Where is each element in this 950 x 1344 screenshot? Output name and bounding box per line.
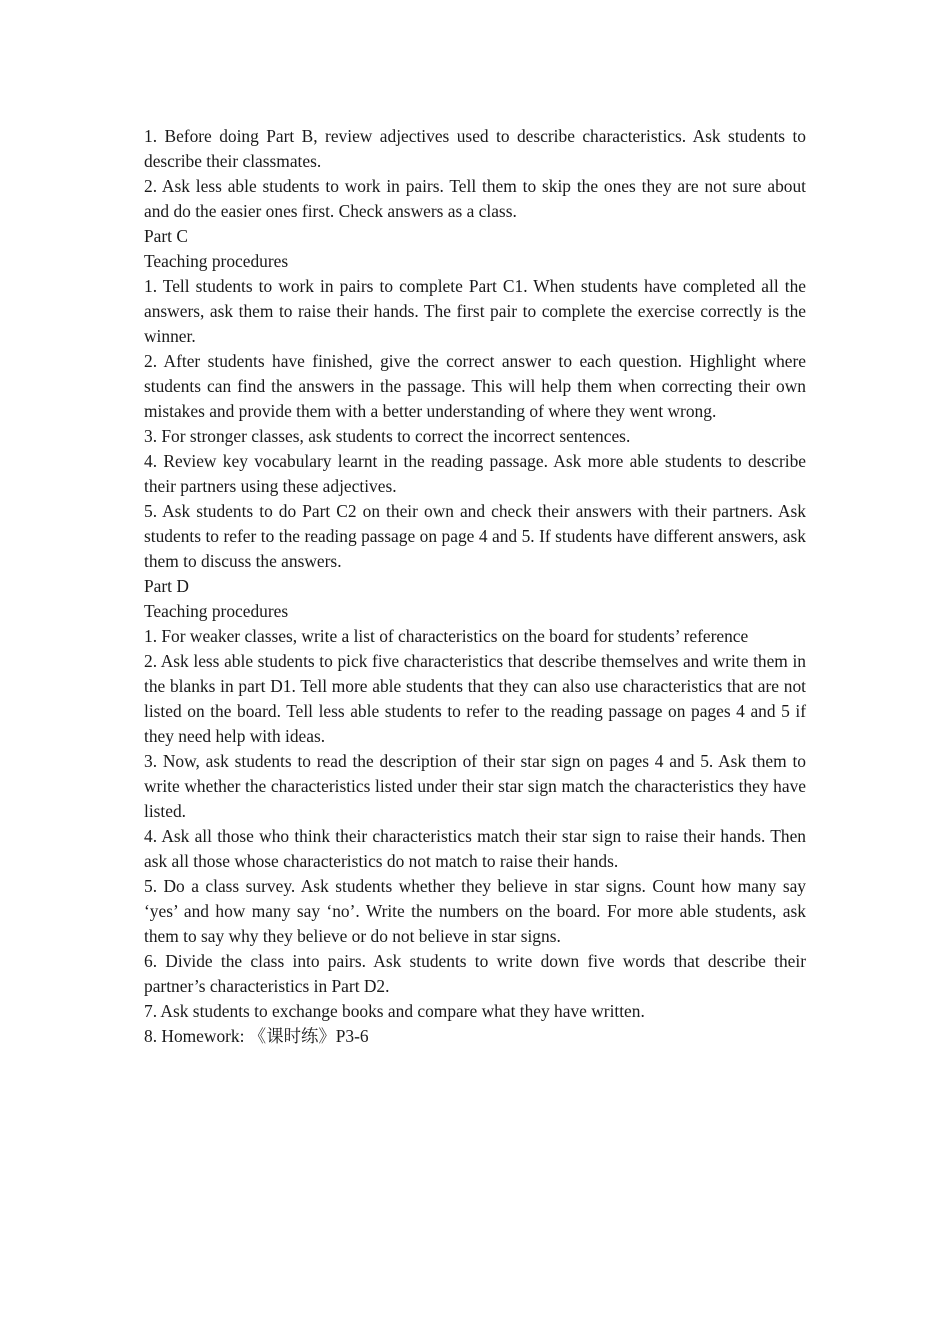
paragraph-part-d-step-2: 2. Ask less able students to pick five characteristics that describe themselves and write them in the blanks in part D1. Tell more able students that they can also use characteristics that are not listed on the board. Tell less able students to refer to the reading passage on pages 4 and 5 if they need help with ideas.: [144, 651, 806, 746]
paragraph-part-d-step-3: 3. Now, ask students to read the description of their star sign on pages 4 and 5. Ask them to write whether the characteristics listed under their star sign match the characteristics they have listed.: [144, 751, 806, 821]
paragraph-part-d-step-4: 4. Ask all those who think their characteristics match their star sign to raise their hands. Then ask all those whose characteristics do not match to raise their hands.: [144, 826, 806, 871]
document-body: [144, 124, 806, 1049]
paragraph-part-d-step-1: 1. For weaker classes, write a list of characteristics on the board for students’ reference: [144, 626, 749, 646]
paragraph-part-b-step-1: 1. Before doing Part B, review adjectives used to describe characteristics. Ask students to describe their classmates.: [144, 126, 806, 171]
paragraph-part-c-step-2: 2. After students have finished, give the correct answer to each question. Highlight where students can find the answers in the passage. This will help them when correcting their own mistakes and provide them with a better understanding of where they went wrong.: [144, 351, 806, 421]
paragraph-part-d-step-6: 6. Divide the class into pairs. Ask students to write down five words that describe their partner’s characteristics in Part D2.: [144, 951, 806, 996]
section-heading-part-d: Part D: [144, 576, 189, 596]
paragraph-part-b-step-2: 2. Ask less able students to work in pairs. Tell them to skip the ones they are not sure about and do the easier ones first. Check answers as a class.: [144, 176, 806, 221]
paragraph-part-c-step-4: 4. Review key vocabulary learnt in the reading passage. Ask more able students to describe their partners using these adjectives.: [144, 451, 806, 496]
subheading-teaching-procedures-d: Teaching procedures: [144, 601, 289, 621]
paragraph-part-c-step-5: 5. Ask students to do Part C2 on their own and check their answers with their partners. Ask students to refer to the reading passage on page 4 and 5. If students have different answers, ask them to discuss the answers.: [144, 501, 806, 571]
subheading-teaching-procedures-c: Teaching procedures: [144, 251, 289, 271]
paragraph-part-d-step-7: 7. Ask students to exchange books and compare what they have written.: [144, 1001, 645, 1021]
section-heading-part-c: Part C: [144, 226, 188, 246]
paragraph-homework: 8. Homework: 《课时练》P3-6: [144, 1026, 369, 1046]
paragraph-part-c-step-3: 3. For stronger classes, ask students to correct the incorrect sentences.: [144, 426, 631, 446]
paragraph-part-d-step-5: 5. Do a class survey. Ask students whether they believe in star signs. Count how many say ‘yes’ and how many say ‘no’. Write the numbers on the board. For more able students, ask them to say why they believe or do not believe in star signs.: [144, 876, 806, 946]
paragraph-part-c-step-1: 1. Tell students to work in pairs to complete Part C1. When students have completed all the answers, ask them to raise their hands. The first pair to complete the exercise correctly is the winner.: [144, 276, 806, 346]
